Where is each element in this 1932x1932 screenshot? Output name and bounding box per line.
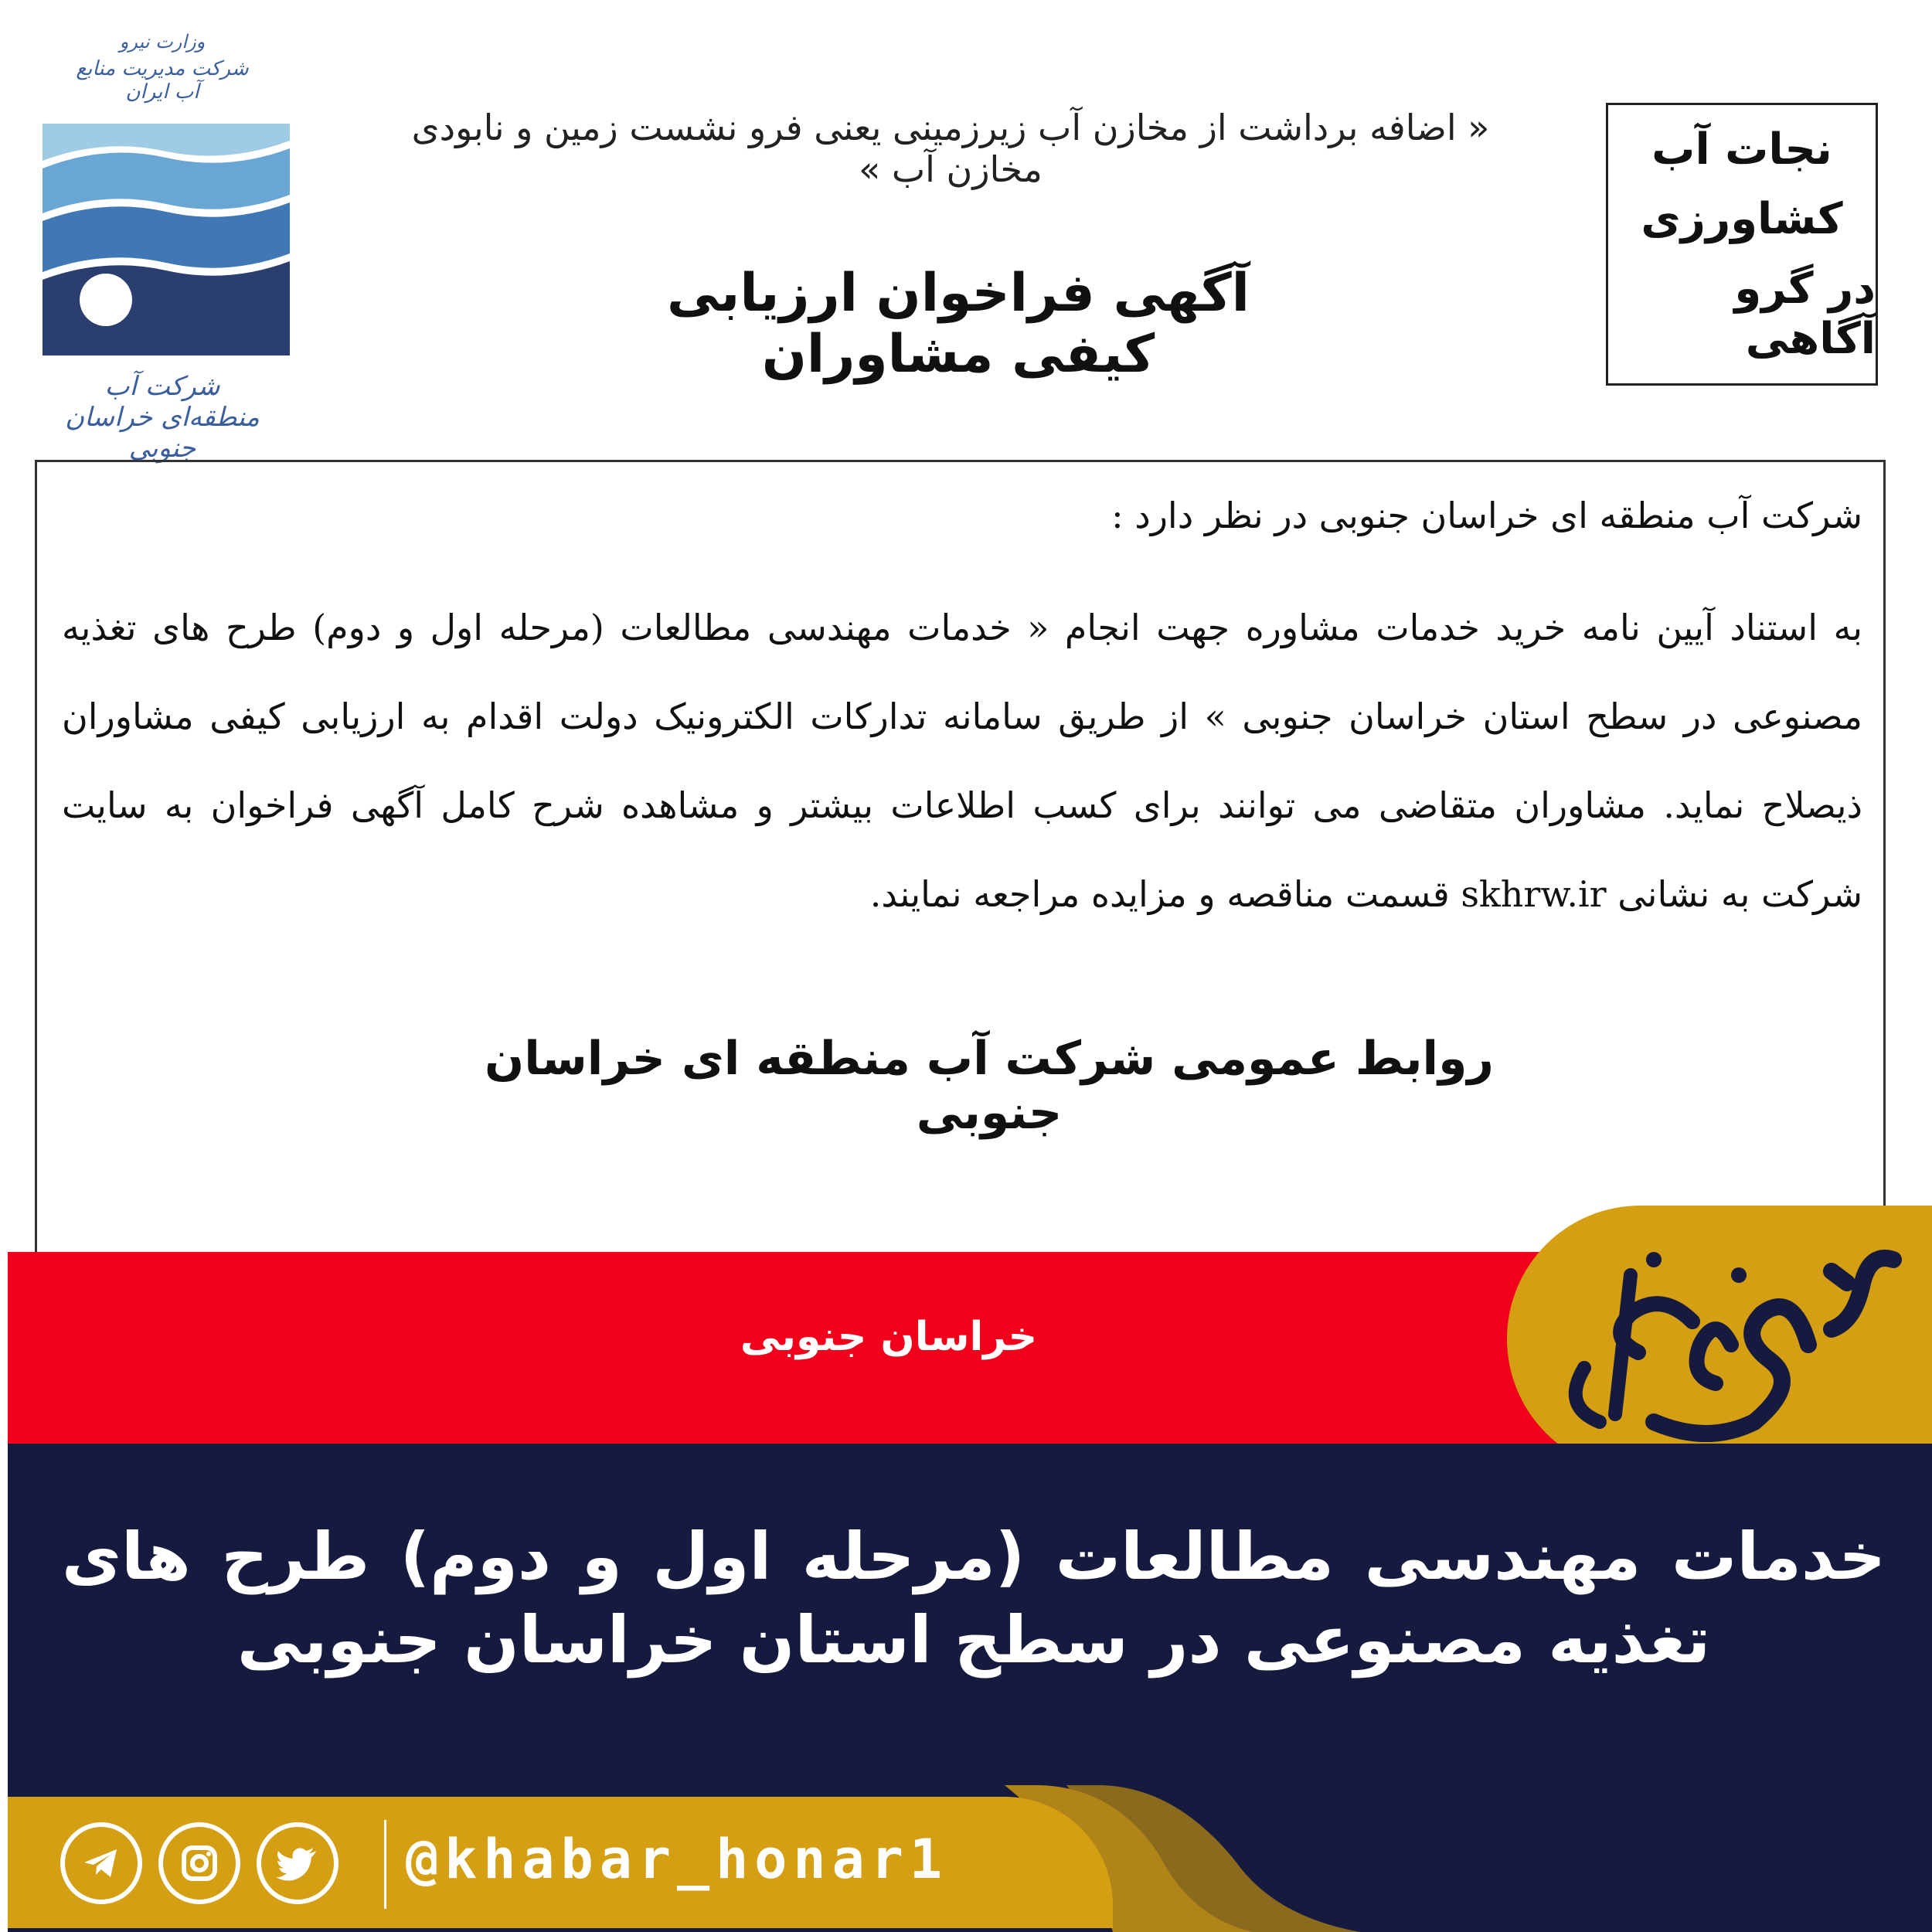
logo-ministry-text xyxy=(73,31,251,104)
slogan-line-1: نجات آب xyxy=(1651,124,1832,175)
ad-title: آگهی فراخوان ارزیابی کیفی مشاوران xyxy=(666,263,1250,385)
twitter-button[interactable] xyxy=(257,1822,338,1904)
footer-divider xyxy=(384,1820,386,1909)
headline: خدمات مهندسی مطالعات (مرحله اول و دوم) طرح های تغذیه مصنوعی در سطح استان خراسان جنوبی xyxy=(62,1519,1886,1678)
social-handle[interactable]: @khabar_honar1 xyxy=(406,1828,949,1891)
slogan-box xyxy=(1606,103,1878,386)
company-script-label: شرکت آب منطقه‌ای خراسان جنوبی xyxy=(65,371,260,464)
instagram-icon xyxy=(178,1842,221,1885)
slogan-line-3: در گرو آگاهی xyxy=(1734,264,1876,364)
slogan-quote: « اضافه برداشت از مخازن آب زیرزمینی یعنی فرو نشست زمین و نابودی مخازن آب » xyxy=(411,107,1490,190)
region-label: خراسان جنوبی xyxy=(740,1314,1038,1360)
slogan-line-2: کشاورزی xyxy=(1641,194,1843,244)
brand-logo-script xyxy=(1538,1229,1909,1453)
telegram-button[interactable] xyxy=(60,1822,142,1904)
company-group-label: شرکت مدیریت منابع آب ایران xyxy=(76,57,249,104)
instagram-button[interactable] xyxy=(158,1822,240,1904)
notice-body: به استناد آیین نامه خرید خدمات مشاوره جهت انجام « خدمات مهندسی مطالعات (مرحله اول و دوم) طرح های تغذیه مصنوعی در سطح استان خراسان جنوبی » از طریق سامانه تدارکات الکترونیک دولت اقدام به ارزیابی کیفی مشاوران ذیصلاح نماید. مشاوران متقاضی می توانند برای کسب اطلاعات بیشتر و مشاهده شرح کامل آگهی فراخوان به سایت شرکت به نشانی skhrw.ir قسمت مناقصه و مزایده مراجعه نمایند. xyxy=(62,607,1862,915)
notice-intro: شرکت آب منطقه ای خراسان جنوبی در نظر دارد : xyxy=(1111,495,1862,536)
twitter-icon xyxy=(274,1842,321,1885)
ministry-label: وزارت نیرو xyxy=(119,31,206,53)
water-company-logo xyxy=(43,124,290,355)
telegram-icon xyxy=(80,1842,123,1885)
notice-signature: روابط عمومی شرکت آب منطقه ای خراسان جنوبی xyxy=(485,1032,1494,1140)
